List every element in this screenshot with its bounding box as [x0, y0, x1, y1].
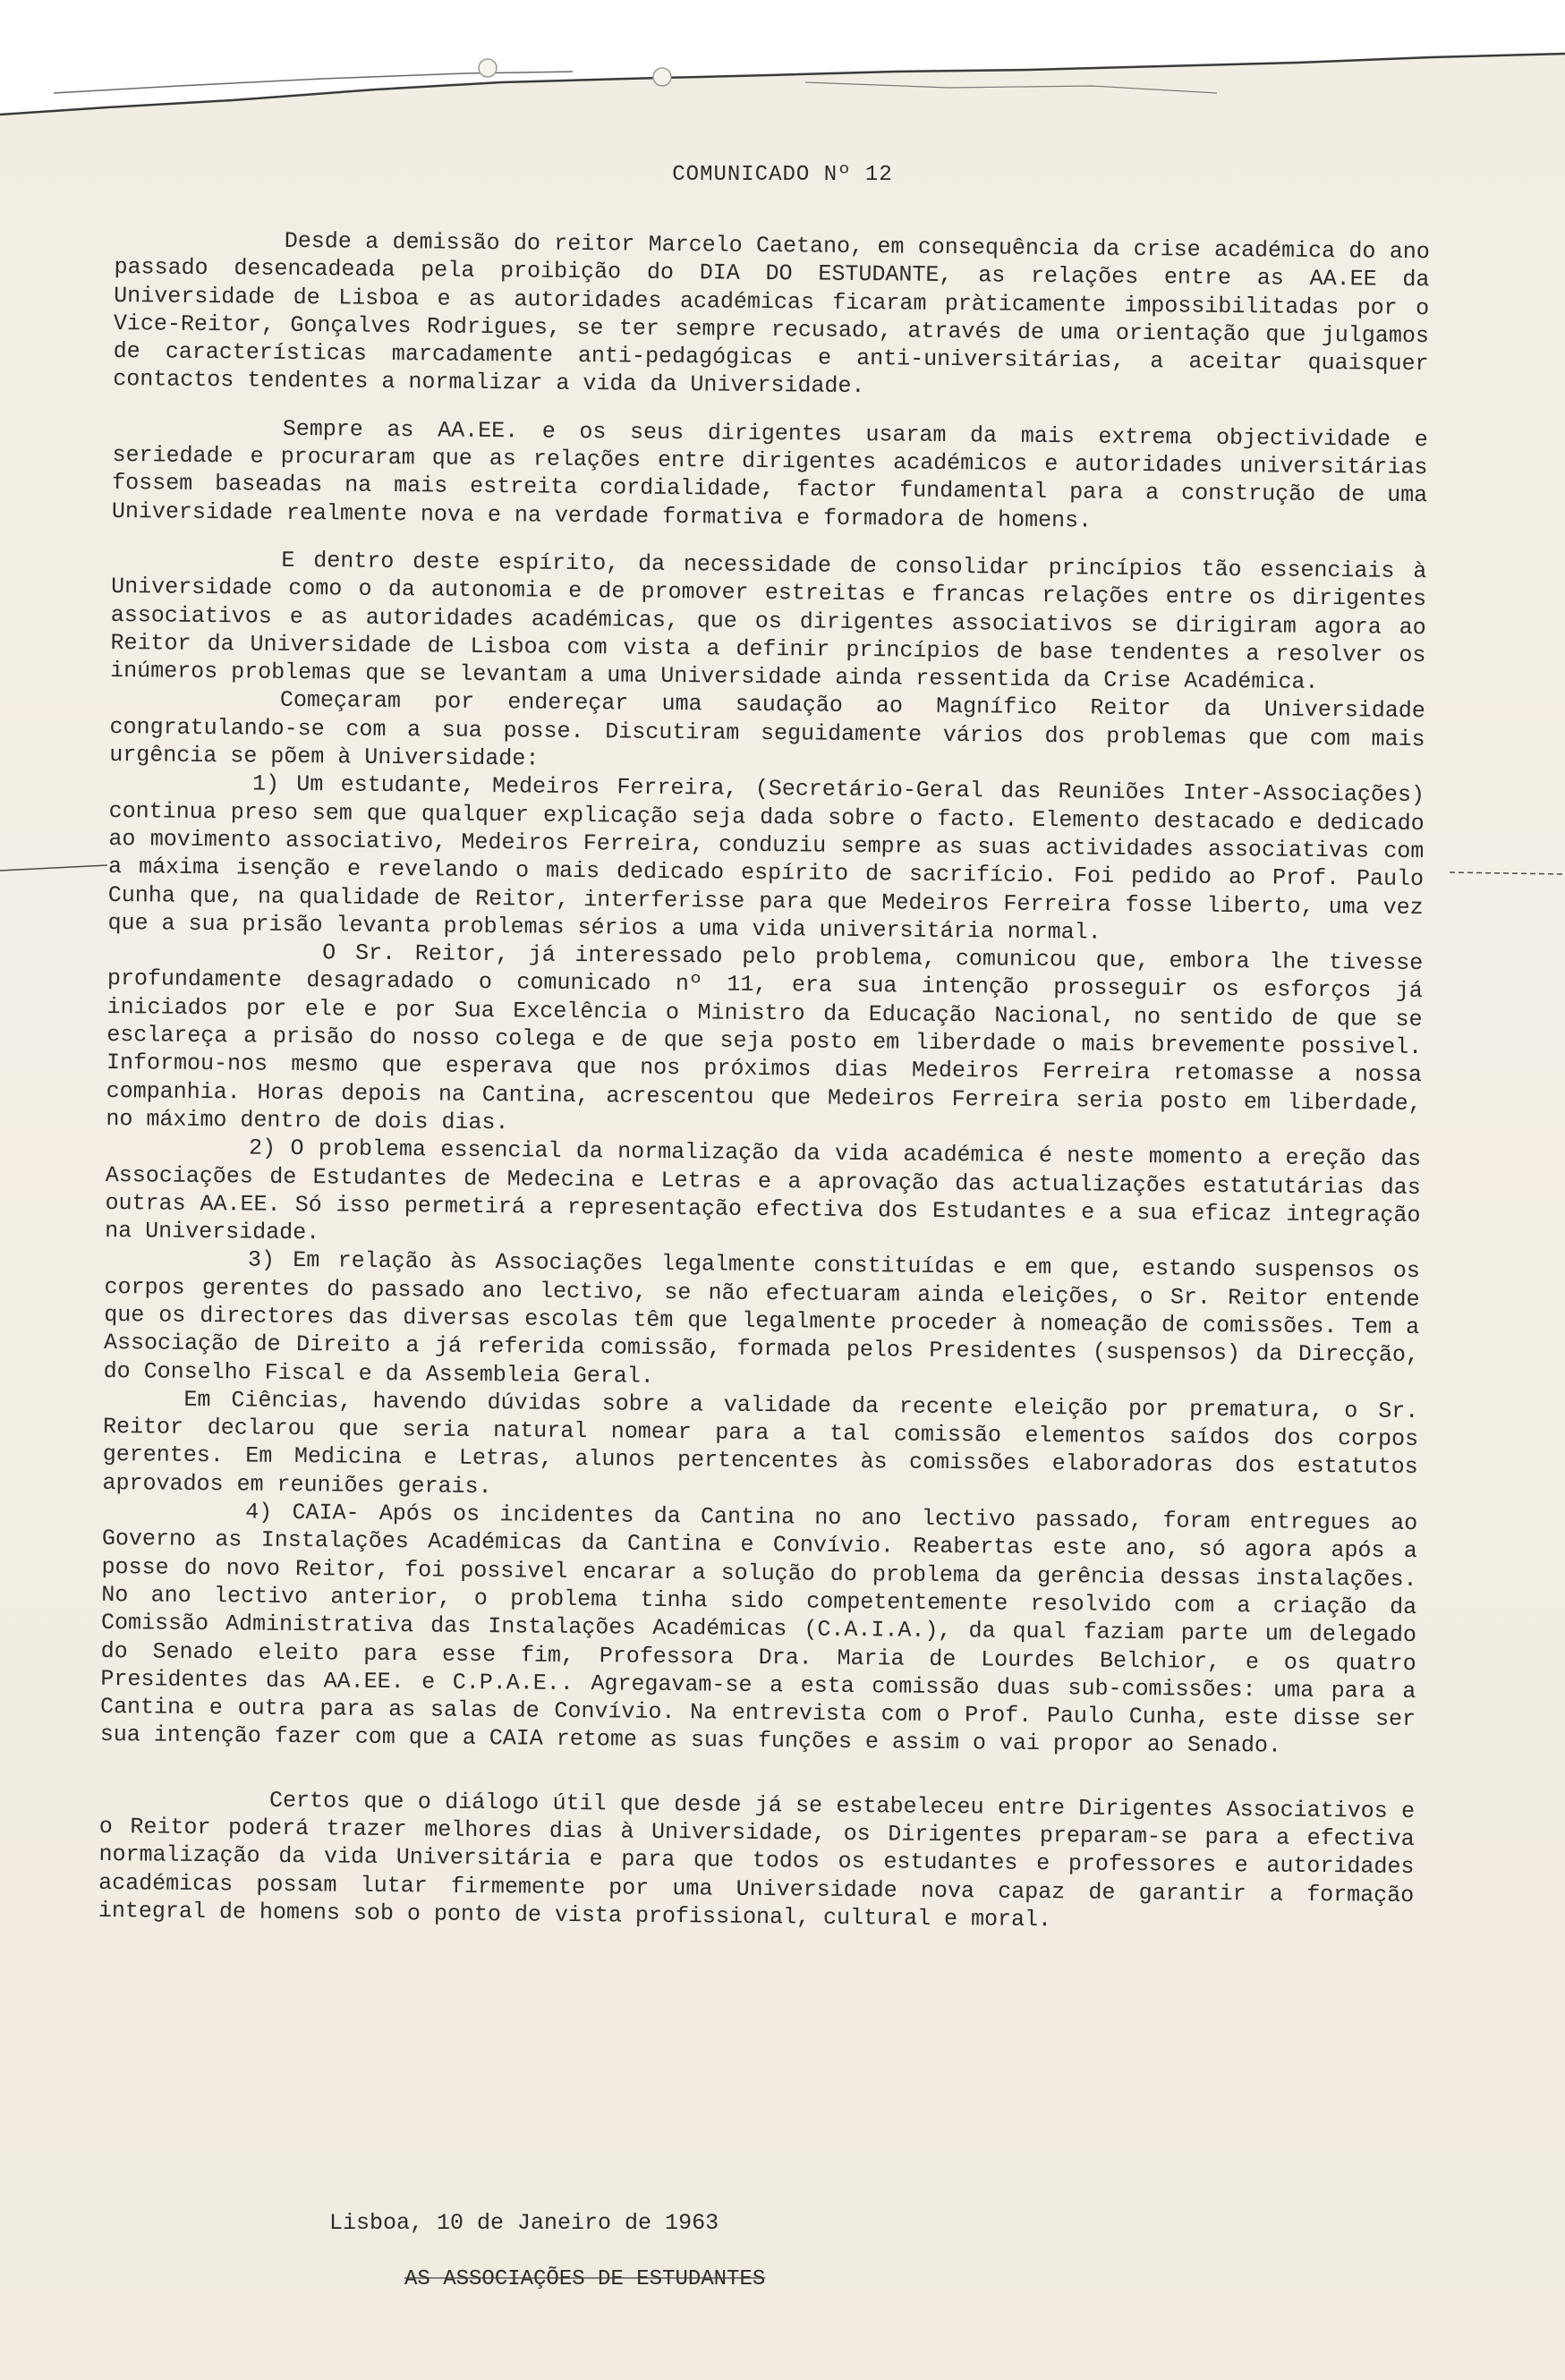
item-3-followup: Em Ciências, havendo dúvidas sobre a validade da recente eleição por prematura, o Sr. Reitor declarou que seria natural nomear para a tal comissão elementos saídos dos corpos gerentes. Em Medicina e Letras, alunos pertencentes às comissões elaboradoras dos estatutos aprovados em reuniões gerais.: [102, 1386, 1419, 1500]
item-1-followup: O Sr. Reitor, já interessado pelo problema, comunicou que, embora lhe tivesse profundamente desagradado o comunicado nº 11, era sua intenção prosseguir os esforços já iniciados por ele e por Sua Excelência o Ministro da Educação Nacional, no sentido de que se esclareça a prisão do nosso colega e de que seja posto em liberdade o mais brevemente possivel. Informou-nos mesmo que esperava que nos próximos dias Medeiros Ferreira retomasse a nossa companhia. Horas depois na Cantina, acrescentou que Medeiros Ferreira seria posto em liberdade, no máximo dentro de dois dias.: [106, 939, 1424, 1136]
document-title: COMUNICADO Nº 12: [672, 163, 893, 187]
date-line: Lisboa, 10 de Janeiro de 1963: [329, 2210, 719, 2236]
paragraph-3: E dentro deste espírito, da necessidade de consolidar princípios tão essenciais à Universidade como o da autonomia e de promover estreitas e francas relações entre os dirigentes associativos e as autoridades académicas, que os dirigentes associativos se dirigiram agora ao Reitor da Universidade de Lisboa com vista a definir princípios de base tendentes a resolver os inúmeros problemas que se levantam a uma Universidade ainda ressentida da Crise Académica.: [110, 547, 1427, 696]
item-1: 1) Um estudante, Medeiros Ferreira, (Secretário-Geral das Reuniões Inter-Associações) continua preso sem que qualquer explicação seja dada sobre o facto. Elemento destacado e dedicado ao movimento associativo, Medeiros Ferreira, conduziu sempre as suas actividades associativas com a máxima isenção e revelando o mais dedicado espírito de sacrifício. Foi pedido ao Prof. Paulo Cunha que, na qualidade de Reitor, interferisse para que Medeiros Ferreira fosse liberto, uma vez que a sua prisão levanta problemas sérios a uma vida universitária normal.: [107, 770, 1425, 946]
item-2: 2) O problema essencial da normalização da vida académica é neste momento a ereção das Associações de Estudantes de Medecina e Letras e a aprovação das actualizações estatutárias das outras AA.EE. Só isso permetirá a representação efectiva dos Estudantes e a sua eficaz integração na Universidade.: [105, 1135, 1422, 1246]
torn-top-edge: [0, 0, 1565, 134]
paragraph-1: Desde a demissão do reitor Marcelo Caetano, em consequência da crise académica do ano passado desencadeada pela proibição do DIA DO ESTUDANTE, as relações entre as AA.EE da Universidade de Lisboa e as autoridades académicas ficaram pràticamente impossibilitadas por o Vice-Reitor, Gonçalves Rodrigues, se ter sempre recusado, através de uma orientação que julgamos de características marcadamente anti-pedagógicas e anti-universitárias, a aceitar quaisquer contactos tendentes a normalizar a vida da Universidade.: [113, 227, 1430, 400]
conclusion-paragraph: Certos que o diálogo útil que desde já se estabeleceu entre Dirigentes Associativos e o Reitor poderá trazer melhores dias à Universidade, os Dirigentes preparam-se para a efectiva normalização da vida Universitária e para que todos os estudantes e professores e autoridades académicas possam lutar firmemente por uma Universidade nova capaz de garantir a formação integral de homens sob o ponto de vista profissional, cultural e moral.: [98, 1787, 1416, 1934]
item-4: 4) CAIA- Após os incidentes da Cantina no ano lectivo passado, foram entregues ao Governo as Instalações Académicas da Cantina e Convívio. Reabertas este ano, só agora após a posse do novo Reitor, foi possivel encarar a solução do problema da gerência dessas instalações. No ano lectivo anterior, o problema tinha sido competentemente resolvido com a criação da Comissão Administrativa das Instalações Académicas (C.A.I.A.), da qual faziam parte um delegado do Senado eleito para esse fim, Professora Dra. Maria de Lourdes Belchior, e os quatro Presidentes das AA.EE. e C.P.A.E.. Agregavam-se a esta comissão duas sub-comissões: uma para a Cantina e outra para as salas de Convívio. Na entrevista com o Prof. Paulo Cunha, este disse ser sua intenção fazer com que a CAIA retome as suas funções e assim o vai propor ao Senado.: [99, 1499, 1418, 1760]
paragraph-2: Sempre as AA.EE. e os seus dirigentes usaram da mais extrema objectividade e seriedade e procuraram que as relações entre dirigentes académicos e autoridades universitárias fossem baseadas na mais estreita cordialidade, factor fundamental para a construção de uma Universidade realmente nova e na verdade formativa e formadora de homens.: [111, 415, 1428, 534]
signature: AS ASSOCIAÇÕES DE ESTUDANTES: [404, 2267, 766, 2291]
document-body: [98, 225, 1430, 1957]
paragraph-4: Começaram por endereçar uma saudação ao Magnífico Reitor da Universidade congratulando-se com a sua posse. Discutiram seguidamente vários dos problemas que com mais urgência se põem à Universidade:: [109, 687, 1425, 772]
item-3: 3) Em relação às Associações legalmente constituídas e em que, estando suspensos os corpos gerentes do passado ano lectivo, se não efectuaram ainda eleições, o Sr. Reitor entende que os directores das diversas escolas têm que legalmente proceder à nomeação de comissões. Tem a Associação de Direito a já referida comissão, formada pelos Presidentes (suspensos) da Direcção, do Conselho Fiscal e da Assembleia Geral.: [103, 1246, 1420, 1390]
